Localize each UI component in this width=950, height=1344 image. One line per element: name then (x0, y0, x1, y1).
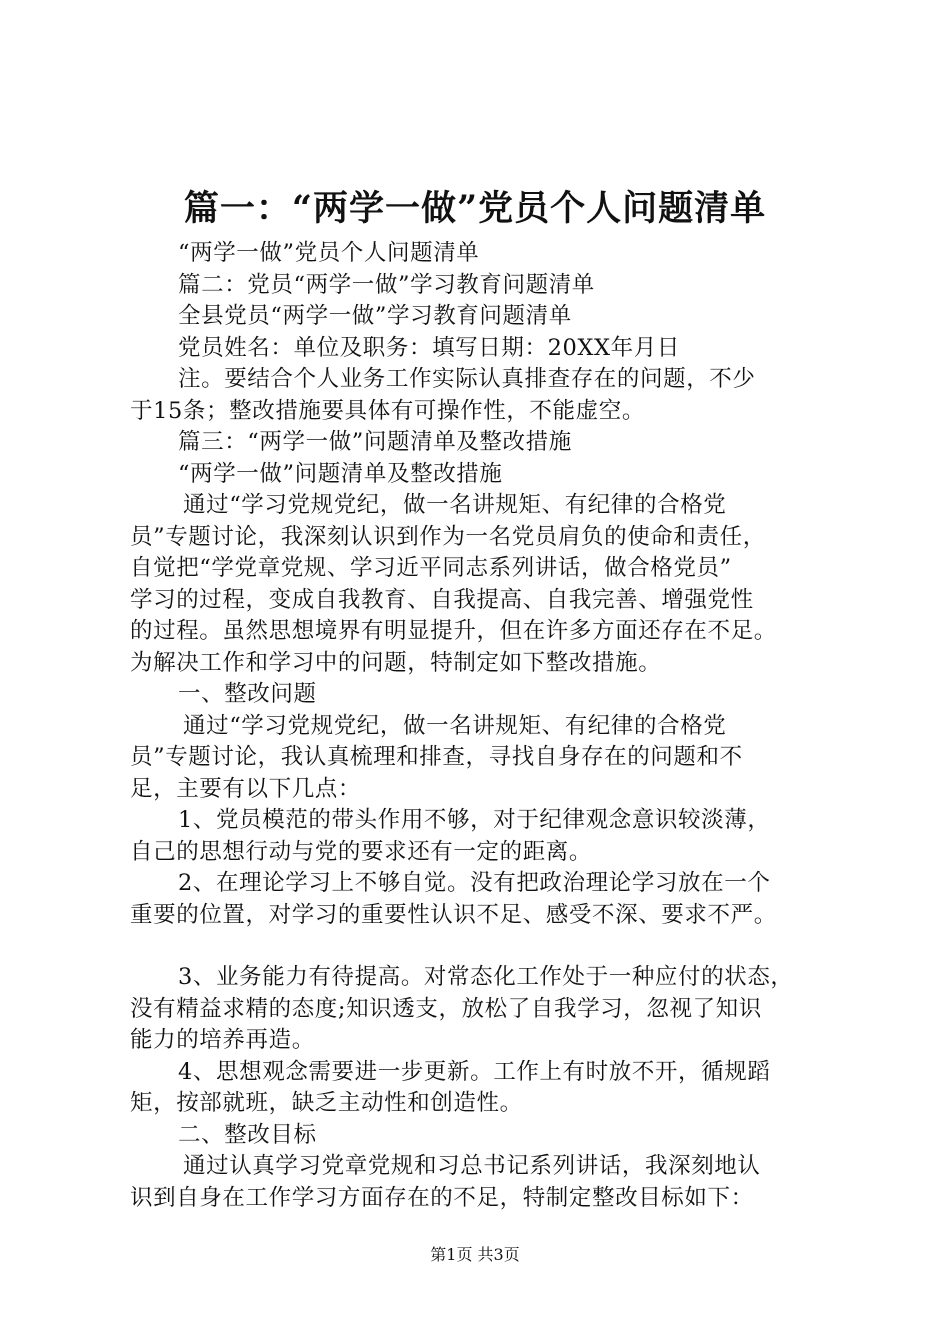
section-heading: 二、整改目标 (178, 1121, 317, 1148)
paragraph-line: 通过“学习党规党纪，做一名讲规矩、有纪律的合格党 (183, 492, 727, 518)
blank-line (130, 931, 850, 962)
paragraph-line: 注。要结合个人业务工作实际认真排查存在的问题，不少 (178, 366, 756, 392)
paragraph-line: 员”专题讨论，我认真梳理和排查，寻找自身存在的问题和不 (130, 744, 743, 770)
paragraph-line: 重要的位置，对学习的重要性认识不足、感受不深、要求不严。 (130, 901, 777, 928)
paragraph-line: 识到自身在工作学习方面存在的不足，特制定整改目标如下： (130, 1184, 754, 1211)
list-item: 1、党员模范的带头作用不够，对于纪律观念意识较淡薄， (178, 807, 771, 833)
page-footer: 第1页 共3页 (430, 1245, 520, 1264)
paragraph-line: 自觉把“学党章党规、学习近平同志系列讲话，做合格党员” (130, 555, 732, 581)
paragraph-line: 通过认真学习党章党规和习总书记系列讲话，我深刻地认 (183, 1153, 761, 1179)
paragraph-line: 全县党员“两学一做”学习教育问题清单 (178, 303, 572, 329)
paragraph-line: 于15条；整改措施要具体有可操作性，不能虚空。 (130, 397, 645, 424)
list-item: 3、业务能力有待提高。对常态化工作处于一种应付的状态， (178, 964, 794, 990)
paragraph-line: 学习的过程，变成自我教育、自我提高、自我完善、增强党性 (130, 586, 754, 613)
paragraph-line: 自己的思想行动与党的要求还有一定的距离。 (130, 838, 593, 865)
paragraph-line: 员”专题讨论，我深刻认识到作为一名党员肩负的使命和责任， (130, 523, 766, 550)
paragraph-line: 足，主要有以下几点： (130, 775, 362, 802)
list-item: 2、在理论学习上不够自觉。没有把政治理论学习放在一个 (178, 870, 771, 896)
paragraph-line: 能力的培养再造。 (130, 1027, 315, 1053)
paragraph-line: “两学一做”问题清单及整改措施 (178, 460, 503, 487)
section-heading: 一、整改问题 (178, 681, 317, 707)
paragraph-line: 篇三：“两学一做”问题清单及整改措施 (178, 429, 572, 455)
paragraph-line: “两学一做”党员个人问题清单 (178, 240, 480, 266)
paragraph-line: 没有精益求精的态度;知识透支，放松了自我学习，忽视了知识 (130, 995, 762, 1022)
paragraph-line: 的过程。虽然思想境界有明显提升，但在许多方面还存在不足。 (130, 618, 777, 644)
paragraph-line: 党员姓名：单位及职务：填写日期：20XX年月日 (178, 334, 680, 361)
paragraph-line: 为解决工作和学习中的问题，特制定如下整改措施。 (130, 649, 662, 676)
document-title: 篇一：“两学一做”党员个人问题清单 (183, 188, 767, 229)
paragraph-line: 通过“学习党规党纪，做一名讲规矩、有纪律的合格党 (183, 712, 727, 739)
document-body (130, 238, 850, 1214)
list-item: 4、思想观念需要进一步更新。工作上有时放不开，循规蹈 (178, 1058, 771, 1085)
paragraph-line: 篇二：党员“两学一做”学习教育问题清单 (178, 271, 595, 298)
paragraph-line: 矩，按部就班，缺乏主动性和创造性。 (130, 1090, 523, 1116)
